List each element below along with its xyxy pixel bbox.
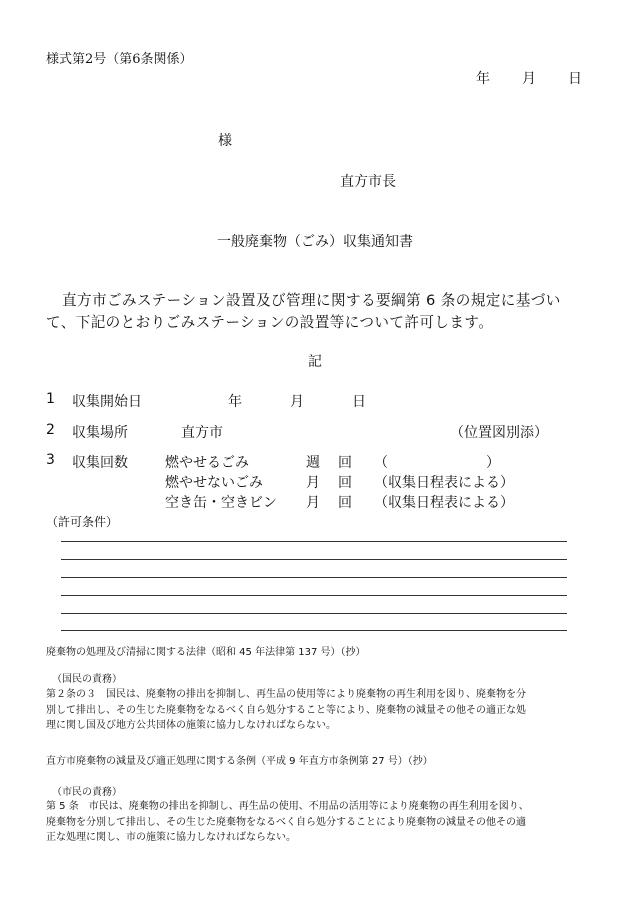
law2-title: 直方市廃棄物の減量及び適正処理に関する条例（平成 9 年直方市条例第 27 号）（抄） (46, 756, 433, 767)
frequency-row-type: 空き缶・空きビン (165, 495, 277, 511)
law1-text (46, 687, 594, 734)
frequency-row-unit: 週 (306, 455, 320, 471)
form-number: 様式第2号（第6条関係） (46, 52, 193, 67)
law1-line: 別して排出し、その生じた廃棄物をなるべく自ら処分すること等により、廃棄物の減量その他その適正な処 (46, 704, 526, 716)
frequency-row-count: 回 (338, 495, 352, 511)
body-line-1: 直方市ごみステーション設置及び管理に関する要綱第 6 条の規定に基づい (62, 292, 561, 309)
conditions-label: （許可条件） (46, 515, 119, 529)
frequency-row-note: （収集日程表による） (374, 475, 514, 491)
item2-number: 2 (46, 422, 55, 438)
item1-year: 年 (228, 394, 242, 410)
frequency-row-type: 燃やせるごみ (165, 455, 249, 471)
item1-label: 収集開始日 (72, 394, 142, 410)
frequency-row-note: （収集日程表による） (374, 495, 514, 511)
date-month-label: 月 (522, 71, 536, 87)
frequency-row-count: 回 (338, 455, 352, 471)
condition-line (61, 559, 567, 560)
condition-line (61, 541, 567, 542)
law2-section: （市民の責務） (52, 787, 122, 798)
ki-heading: 記 (308, 354, 322, 370)
frequency-row-note: （ ） (374, 455, 500, 471)
law1-title: 廃棄物の処理及び清掃に関する法律（昭和 45 年法律第 137 号）（抄） (46, 647, 366, 658)
law2-text (46, 799, 594, 846)
condition-line (61, 630, 567, 631)
frequency-row-type: 燃やせないごみ (165, 475, 263, 491)
item2-note: （位置図別添） (450, 425, 548, 441)
body-line-2: て、下記のとおりごみステーションの設置等について許可します。 (46, 314, 494, 331)
frequency-row-count: 回 (338, 475, 352, 491)
item1-month: 月 (290, 394, 304, 410)
condition-line (61, 577, 567, 578)
date-day-label: 日 (568, 71, 582, 87)
item2-city: 直方市 (181, 425, 223, 441)
item1-number: 1 (46, 391, 55, 407)
law2-line: 廃棄物を分別して排出し、その生じた廃棄物をなるべく自ら処分することにより廃棄物の減量その他その適 (46, 816, 526, 828)
body-paragraph (46, 290, 590, 334)
law2-line: 第 5 条 市民は、廃棄物の排出を抑制し、再生品の使用、不用品の活用等により廃棄物の再生利用を図り、 (46, 801, 529, 812)
issuer-name: 直方市長 (340, 174, 396, 190)
frequency-row-unit: 月 (306, 475, 320, 491)
date-year-label: 年 (476, 71, 490, 87)
document-title: 一般廃棄物（ごみ）収集通知書 (217, 234, 413, 250)
item2-label: 収集場所 (72, 425, 128, 441)
condition-line (61, 595, 567, 596)
law2-line: 正な処理に関し、市の施策に協力しなければならない。 (46, 832, 296, 843)
law1-line: 理に関し国及び地方公共団体の施策に協力しなければならない。 (46, 720, 336, 731)
item3-label: 収集回数 (72, 455, 128, 471)
addressee-honorific: 様 (218, 133, 232, 149)
law1-line: 第２条の３ 国民は、廃棄物の排出を抑制し、再生品の使用等により廃棄物の再生利用を図り、廃棄物を分 (46, 689, 526, 700)
condition-line (61, 613, 567, 614)
item3-number: 3 (46, 452, 55, 468)
law1-section: （国民の責務） (52, 674, 122, 685)
item1-day: 日 (352, 394, 366, 410)
frequency-row-unit: 月 (306, 495, 320, 511)
